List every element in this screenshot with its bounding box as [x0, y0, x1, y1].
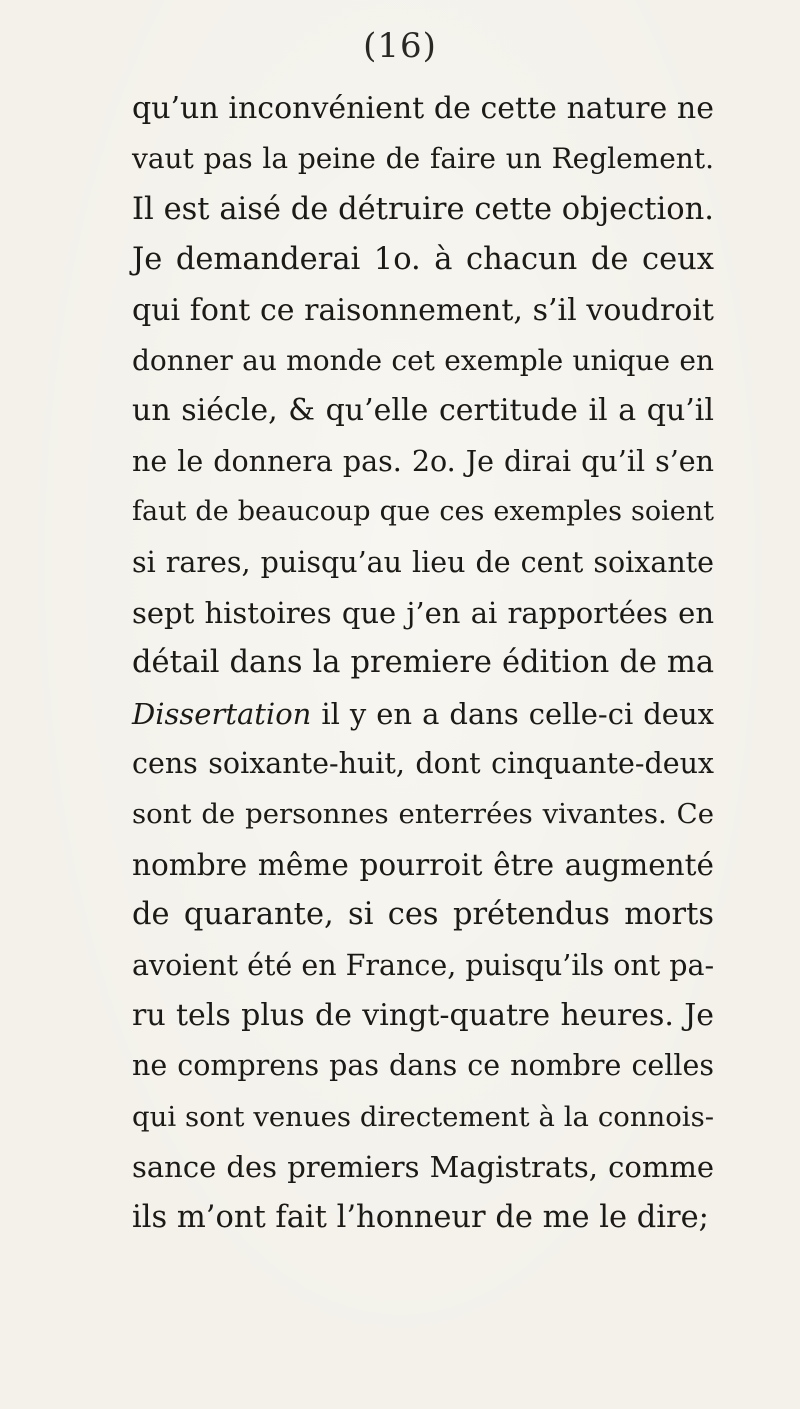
text-line: sance des premiers Magistrats, comme — [132, 1150, 714, 1185]
text-line: ne le donnera pas. 2o. Je dirai qu’il s’en — [132, 444, 714, 478]
text-line: sont de personnes enterrées vivantes. Ce — [132, 798, 714, 831]
text-line: faut de beaucoup que ces exemples soient — [132, 496, 714, 528]
text-line: vaut pas la peine de faire un Reglement. — [132, 142, 714, 176]
text-line: Dissertation il y en a dans celle-ci deux — [132, 696, 714, 731]
text-line: détail dans la premiere édition de ma — [132, 645, 714, 681]
text-line: ne comprens pas dans ce nombre celles — [132, 1049, 714, 1083]
text-line: ils m’ont fait l’honneur de me le dire; — [132, 1199, 709, 1235]
body-text — [132, 84, 714, 1243]
text-line: qu’un inconvénient de cette nature ne — [132, 91, 714, 126]
text-line: un siécle, & qu’elle certitude il a qu’il — [132, 393, 714, 429]
text-line: de quarante, si ces prétendus morts — [132, 897, 714, 933]
text-line: Il est aisé de détruire cette objection. — [132, 191, 714, 227]
text-line: avoient été en France, puisqu’ils ont pa- — [132, 948, 715, 982]
text-line: nombre même pourroit être augmenté — [132, 847, 714, 882]
page-number: (16) — [363, 26, 437, 66]
book-title-italic: Dissertation — [132, 696, 312, 731]
text-line: sept histoires que j’en ai rapportées en — [132, 595, 714, 630]
text-line: qui font ce raisonnement, s’il voudroit — [132, 292, 714, 328]
text-line: cens soixante-huit, dont cinquante-deux — [132, 747, 714, 781]
text-line: qui sont venues directement à la connois- — [132, 1100, 714, 1133]
text-line: Je demanderai 1o. à chacun de ceux — [132, 242, 714, 278]
text-line: si rares, puisqu’au lieu de cent soixante — [132, 545, 714, 579]
text-line: donner au monde cet exemple unique en — [132, 343, 714, 377]
text-line: ru tels plus de vingt-quatre heures. Je — [132, 998, 714, 1034]
